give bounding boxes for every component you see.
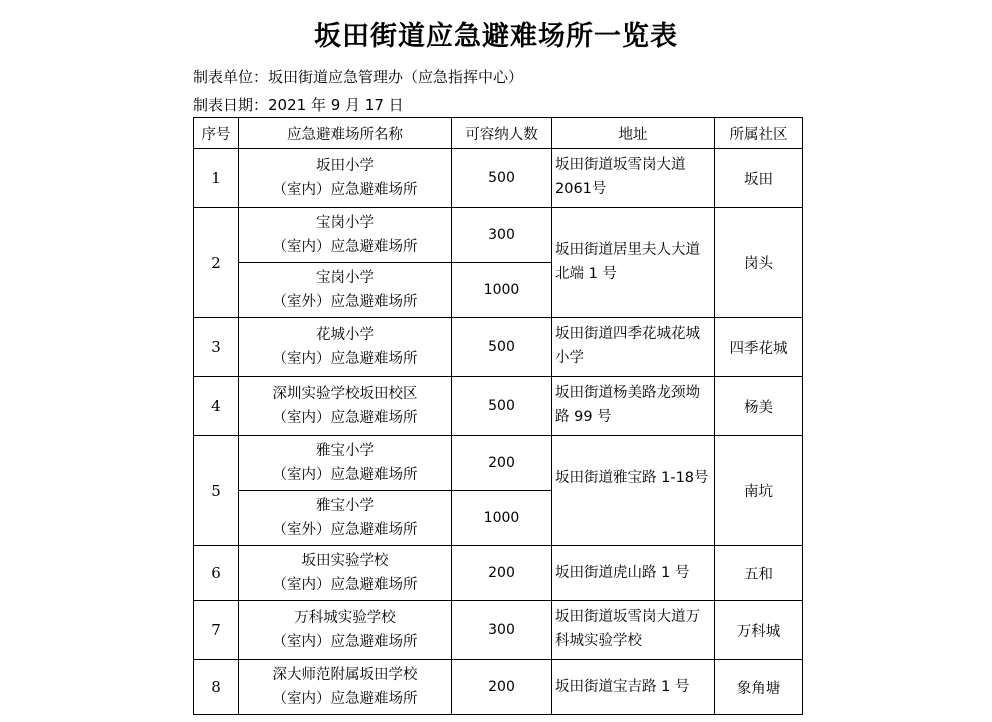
site-name — [239, 263, 452, 318]
header-name: 应急避难场所名称 — [239, 118, 452, 149]
site-name — [239, 601, 452, 660]
site-name-line2: （室内）应急避难场所 — [272, 182, 418, 198]
row-no: 1 — [194, 149, 239, 208]
site-name-line2: （室外）应急避难场所 — [272, 522, 418, 538]
site-address: 坂田街道雅宝路 1-18号 — [552, 436, 715, 546]
site-community: 坂田 — [715, 149, 803, 208]
site-capacity: 1000 — [452, 263, 552, 318]
table-row — [194, 436, 803, 491]
table-row — [194, 149, 803, 208]
site-name-line1: 宝岗小学 — [316, 215, 374, 231]
row-no: 4 — [194, 377, 239, 436]
site-name — [239, 546, 452, 601]
row-no: 6 — [194, 546, 239, 601]
site-name-line1: 深圳实验学校坂田校区 — [272, 386, 418, 402]
site-community: 万科城 — [715, 601, 803, 660]
table-row — [194, 377, 803, 436]
site-name-line1: 宝岗小学 — [316, 270, 374, 286]
site-name-line2: （室内）应急避难场所 — [272, 239, 418, 255]
site-capacity: 200 — [452, 436, 552, 491]
shelter-table — [193, 117, 803, 715]
site-name-line1: 坂田实验学校 — [301, 553, 389, 569]
site-capacity: 200 — [452, 660, 552, 715]
site-name — [239, 377, 452, 436]
row-no: 5 — [194, 436, 239, 546]
row-no: 2 — [194, 208, 239, 318]
page-title: 坂田街道应急避难场所一览表 — [314, 21, 678, 52]
site-name-line2: （室内）应急避难场所 — [272, 634, 418, 650]
site-community: 五和 — [715, 546, 803, 601]
table-row — [194, 318, 803, 377]
table-header-row — [194, 118, 803, 149]
site-name-line1: 深大师范附属坂田学校 — [272, 667, 418, 683]
site-name — [239, 660, 452, 715]
row-no: 8 — [194, 660, 239, 715]
table-row — [194, 601, 803, 660]
site-name-line1: 万科城实验学校 — [294, 610, 396, 626]
site-address: 坂田街道虎山路 1 号 — [552, 546, 715, 601]
site-name — [239, 491, 452, 546]
site-capacity: 300 — [452, 208, 552, 263]
site-name-line2: （室内）应急避难场所 — [272, 351, 418, 367]
header-community: 所属社区 — [715, 118, 803, 149]
site-capacity: 500 — [452, 318, 552, 377]
row-no: 7 — [194, 601, 239, 660]
table-row — [194, 208, 803, 263]
site-capacity: 200 — [452, 546, 552, 601]
site-community: 杨美 — [715, 377, 803, 436]
row-no: 3 — [194, 318, 239, 377]
site-name-line1: 雅宝小学 — [316, 443, 374, 459]
site-name-line1: 坂田小学 — [316, 158, 374, 174]
issue-date: 制表日期：2021 年 9 月 17 日 — [193, 96, 404, 114]
site-community: 南坑 — [715, 436, 803, 546]
site-name-line1: 雅宝小学 — [316, 498, 374, 514]
site-name — [239, 208, 452, 263]
site-address: 坂田街道宝吉路 1 号 — [552, 660, 715, 715]
site-name — [239, 436, 452, 491]
site-name-line2: （室内）应急避难场所 — [272, 467, 418, 483]
site-capacity: 300 — [452, 601, 552, 660]
site-community: 象角塘 — [715, 660, 803, 715]
site-name-line1: 花城小学 — [316, 327, 374, 343]
site-capacity: 500 — [452, 377, 552, 436]
site-address: 坂田街道居里夫人大道北端 1 号 — [552, 208, 715, 318]
site-name-line2: （室外）应急避难场所 — [272, 294, 418, 310]
site-name-line2: （室内）应急避难场所 — [272, 691, 418, 707]
site-capacity: 500 — [452, 149, 552, 208]
site-community: 四季花城 — [715, 318, 803, 377]
table-row — [194, 546, 803, 601]
issuing-unit: 制表单位：坂田街道应急管理办（应急指挥中心） — [193, 68, 524, 86]
site-capacity: 1000 — [452, 491, 552, 546]
table-row — [194, 660, 803, 715]
site-name — [239, 318, 452, 377]
site-community: 岗头 — [715, 208, 803, 318]
header-no: 序号 — [194, 118, 239, 149]
site-name — [239, 149, 452, 208]
header-capacity: 可容纳人数 — [452, 118, 552, 149]
site-name-line2: （室内）应急避难场所 — [272, 577, 418, 593]
site-address: 坂田街道坂雪岗大道万科城实验学校 — [552, 601, 715, 660]
site-address: 坂田街道四季花城花城小学 — [552, 318, 715, 377]
site-name-line2: （室内）应急避难场所 — [272, 410, 418, 426]
site-address: 坂田街道坂雪岗大道2061号 — [552, 149, 715, 208]
site-address: 坂田街道杨美路龙颈坳路 99 号 — [552, 377, 715, 436]
header-address: 地址 — [552, 118, 715, 149]
